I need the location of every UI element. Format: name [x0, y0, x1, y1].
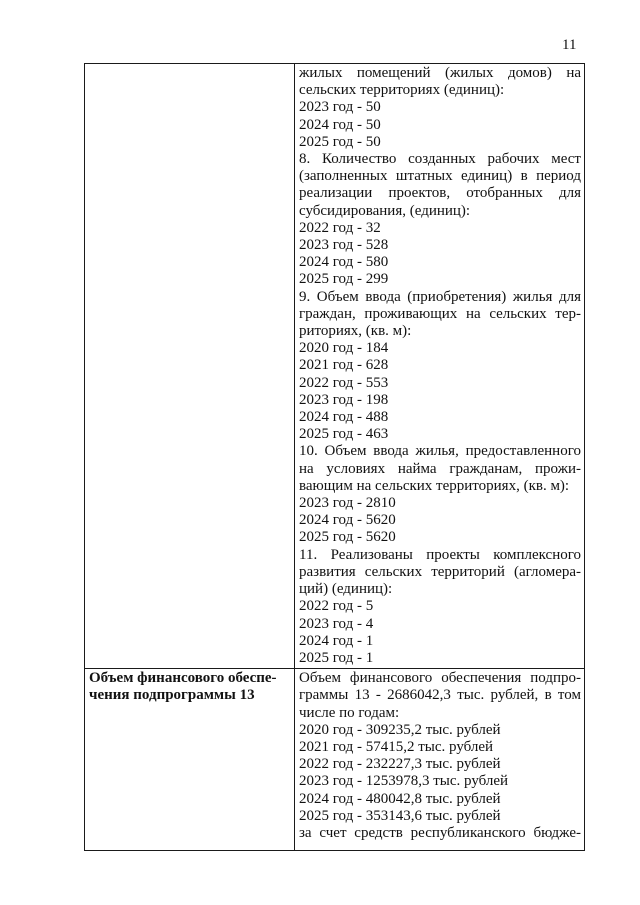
text-line: 2022 год - 553 — [299, 374, 389, 391]
row-label-cell-empty — [85, 64, 295, 669]
text-line: 2025 год - 299 — [299, 271, 389, 288]
text-line: 2022 год - 32 — [299, 219, 381, 236]
table-row — [85, 64, 585, 669]
text-line: 2022 год - 232227,3 тыс. рублей — [299, 756, 501, 773]
text-line: вающим на сельских территориях, (кв. м): — [299, 477, 570, 494]
text-line: 2023 год - 1253978,3 тыс. рублей — [299, 773, 509, 790]
text-line: 2020 год - 184 — [299, 340, 389, 357]
text-line: 2023 год - 50 — [299, 99, 381, 116]
text-line: сельских территориях (единиц): — [299, 82, 505, 99]
text-line: субсидирования, (единиц): — [299, 202, 471, 219]
financing-label-line: чения подпрограммы 13 — [89, 687, 255, 704]
text-line: 2024 год - 488 — [299, 409, 389, 426]
text-line: риториях, (кв. м): — [299, 323, 412, 340]
text-line: Объем финансового обеспечения подпро- — [299, 670, 581, 687]
text-line: 2022 год - 5 — [299, 598, 374, 615]
page-number: 11 — [562, 37, 577, 53]
text-line: 2021 год - 628 — [299, 357, 389, 374]
text-line: 2025 год - 5620 — [299, 529, 396, 546]
text-line: 2023 год - 4 — [299, 615, 374, 632]
indicators-cell — [295, 64, 585, 669]
text-line: 11. Реализованы проекты комплексного — [299, 546, 581, 563]
text-line: 2023 год - 2810 — [299, 495, 396, 512]
text-line: 2025 год - 1 — [299, 649, 374, 666]
text-line: 2024 год - 5620 — [299, 512, 396, 529]
text-line: 2024 год - 50 — [299, 116, 381, 133]
text-line: 10. Объем ввода жилья, предоставленного — [299, 443, 581, 460]
text-line: ций) (единиц): — [299, 581, 393, 598]
text-line: 2023 год - 198 — [299, 391, 389, 408]
financing-cell — [295, 669, 585, 851]
text-line: числе по годам: — [299, 704, 400, 721]
text-line: реализации проектов, отобранных для — [299, 185, 581, 202]
text-line: жилых помещений (жилых домов) на — [299, 65, 581, 81]
text-line: 2024 год - 480042,8 тыс. рублей — [299, 790, 501, 807]
text-line: 2023 год - 528 — [299, 237, 389, 254]
text-line: 2020 год - 309235,2 тыс. рублей — [299, 721, 501, 738]
text-line: (заполненных штатных единиц) в период — [299, 168, 581, 185]
text-line: развития сельских территорий (агломера- — [299, 563, 581, 580]
text-line: 2024 год - 1 — [299, 632, 374, 649]
text-line: на условиях найма гражданам, прожи- — [299, 460, 581, 477]
text-line: 2024 год - 580 — [299, 254, 389, 271]
table-row — [85, 669, 585, 851]
text-line: 9. Объем ввода (приобретения) жилья для — [299, 288, 581, 305]
text-line: за счет средств республиканского бюдже- — [299, 824, 581, 841]
text-line: 2025 год - 50 — [299, 133, 381, 150]
financing-label-cell — [85, 669, 295, 851]
text-line: 2021 год - 57415,2 тыс. рублей — [299, 738, 494, 755]
text-line: 2025 год - 353143,6 тыс. рублей — [299, 807, 501, 824]
financing-label-line: Объем финансового обеспе- — [89, 670, 277, 687]
passport-table — [84, 63, 585, 851]
text-line: граждан, проживающих на сельских тер- — [299, 305, 581, 322]
text-line: граммы 13 - 2686042,3 тыс. рублей, в том — [299, 687, 581, 704]
text-line: 2025 год - 463 — [299, 426, 389, 443]
text-line: 8. Количество созданных рабочих мест — [299, 151, 581, 168]
